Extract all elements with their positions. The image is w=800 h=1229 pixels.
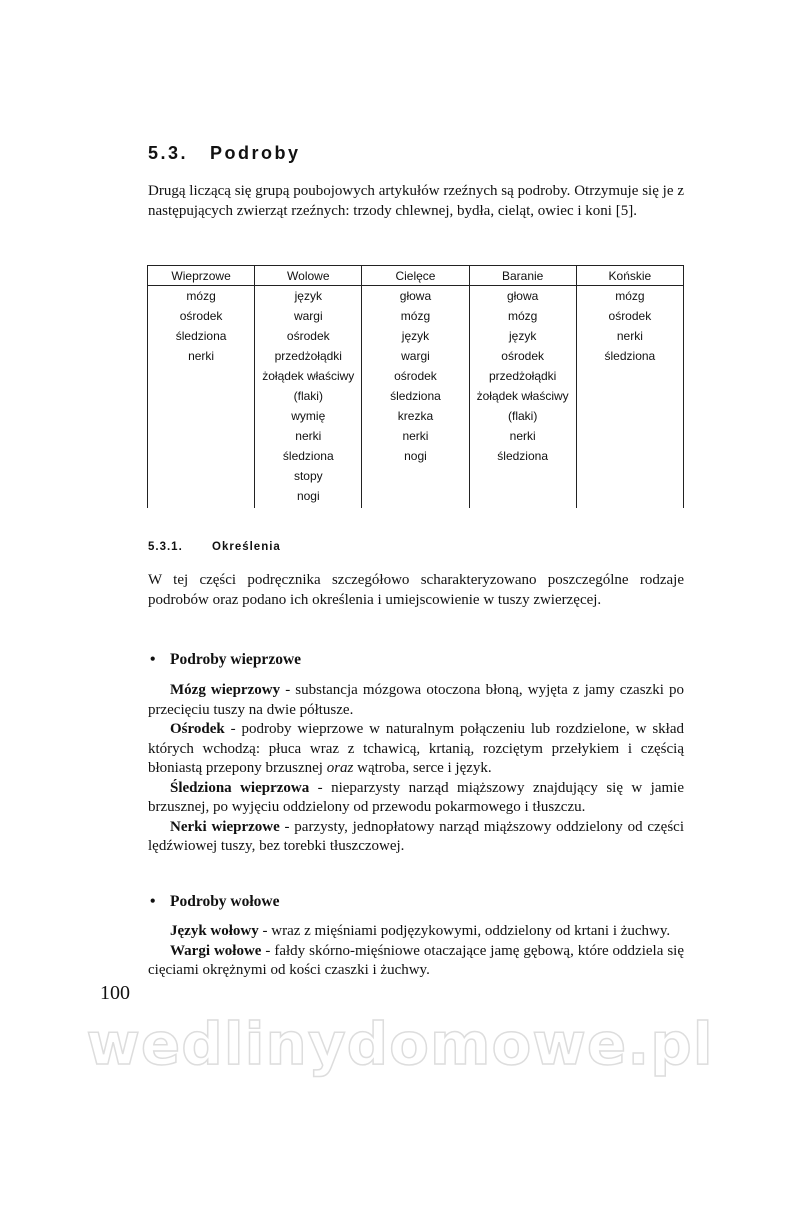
group-pork-entries bbox=[148, 681, 684, 857]
table-cell-item: nerki bbox=[616, 329, 643, 343]
definition-entry bbox=[148, 818, 684, 857]
definition-entry bbox=[148, 942, 684, 981]
table-cell-item: śledziona bbox=[175, 329, 227, 343]
table-cell bbox=[469, 286, 576, 509]
offal-table bbox=[147, 265, 684, 508]
definition-entry bbox=[148, 779, 684, 818]
table-cell-item: śledziona bbox=[390, 389, 441, 403]
table-cell-item: śledziona bbox=[604, 349, 656, 363]
table-cell-item: wargi bbox=[293, 309, 323, 323]
definition-text: - wraz z mięśniami podjęzykowymi, oddzielony od krtani i żuchwy. bbox=[258, 923, 671, 939]
table-cell-item: ośrodek bbox=[286, 329, 330, 343]
table-cell-item: głowa bbox=[399, 289, 432, 303]
table-cell-item: nerki bbox=[509, 429, 536, 443]
watermark: wedlinydomowe.pl bbox=[86, 1010, 714, 1078]
subsection-heading bbox=[148, 541, 281, 553]
table-cell-item: żołądek właściwy bbox=[476, 389, 569, 403]
table-cell-item: ośrodek bbox=[179, 309, 223, 323]
definition-term: Język wołowy bbox=[170, 923, 259, 939]
table-cell-item: nogi bbox=[296, 489, 320, 503]
section-title: Podroby bbox=[210, 143, 301, 163]
table-cell-item: wymię bbox=[291, 409, 326, 423]
column-header: Wolowe bbox=[255, 266, 362, 286]
table-cell-item: ośrodek bbox=[608, 309, 652, 323]
definition-text: wątroba, serce i język. bbox=[353, 760, 492, 776]
table-cell bbox=[362, 286, 469, 509]
definition-term: Mózg wieprzowy bbox=[170, 682, 281, 698]
table-cell-item: wargi bbox=[401, 349, 430, 363]
definition-italic: oraz bbox=[326, 760, 354, 776]
table-cell-item: stopy bbox=[293, 469, 323, 483]
definition-text: - substancja mózgowa otoczona błoną, wyjęta z jamy czaszki po przecięciu tuszy na dwie półtusze. bbox=[148, 682, 684, 718]
definition-entry bbox=[148, 922, 684, 942]
table-cell-item: (flaki) bbox=[293, 389, 323, 403]
table-cell bbox=[576, 286, 683, 509]
table-cell-item: śledziona bbox=[497, 449, 548, 463]
table-cell-item: nerki bbox=[402, 429, 429, 443]
table-cell-item: ośrodek bbox=[501, 349, 544, 363]
table-cell-item: śledziona bbox=[282, 449, 334, 463]
subsection-paragraph: W tej części podręcznika szczegółowo scharakteryzowano poszczególne rodzaje podrobów oraz podano ich określenia i umiejscowienie w tuszy zwierzęcej. bbox=[148, 572, 684, 608]
column-header: Końskie bbox=[576, 266, 683, 286]
subsection-number: 5.3.1. bbox=[148, 541, 183, 553]
table-cell-item: mózg bbox=[507, 309, 538, 323]
definition-term: Wargi wołowe bbox=[170, 942, 262, 959]
table-cell-item: język bbox=[508, 329, 537, 343]
table-cell-item: mózg bbox=[186, 289, 216, 303]
table-cell-item: przedżołądki bbox=[488, 369, 557, 383]
group-heading-beef bbox=[150, 893, 280, 911]
section-number: 5.3. bbox=[148, 143, 189, 163]
table-cell-item: nogi bbox=[404, 449, 427, 463]
table-header-row bbox=[148, 266, 684, 286]
definition-text: - parzysty, jednopłatowy narząd miąższowy oddzielony od części lędźwiowej tuszy, bez torebki tłuszczowej. bbox=[148, 818, 684, 854]
table-cell bbox=[255, 286, 362, 509]
group-title: Podroby wołowe bbox=[170, 893, 280, 910]
definition-text: - podroby wieprzowe w naturalnym połączeniu lub rozdzielone, w skład których wchodzą: płuca wraz z tchawicą, krtanią, rozciętym przełykiem i częścią błoniastą przepony brzusznej bbox=[148, 721, 684, 776]
table-cell-item: krezka bbox=[397, 409, 434, 423]
table-cell-item: mózg bbox=[400, 309, 431, 323]
page-number: 100 bbox=[100, 982, 130, 1004]
column-header: Wieprzowe bbox=[148, 266, 255, 286]
group-heading-pork bbox=[150, 651, 301, 669]
definition-term: Śledziona wieprzowa bbox=[170, 779, 310, 796]
group-beef-entries bbox=[148, 922, 684, 981]
diagonal-watermark bbox=[70, 520, 624, 1229]
subsection-title: Określenia bbox=[212, 541, 281, 553]
table-cell-item: ośrodek bbox=[394, 369, 437, 383]
table-cell-item: mózg bbox=[615, 289, 645, 303]
table-cell-item: (flaki) bbox=[507, 409, 538, 423]
bullet-icon: • bbox=[150, 893, 156, 910]
table-cell-item: nerki bbox=[295, 429, 322, 443]
definition-entry bbox=[148, 681, 684, 720]
definition-term: Ośrodek bbox=[170, 721, 225, 737]
column-header: Baranie bbox=[469, 266, 576, 286]
table-cell-item: żołądek właściwy bbox=[262, 369, 355, 383]
table-row bbox=[148, 286, 684, 509]
table-cell-item: głowa bbox=[506, 289, 539, 303]
bullet-icon: • bbox=[150, 651, 156, 668]
table-cell-item: język bbox=[294, 289, 322, 303]
table-cell bbox=[148, 286, 255, 509]
definition-text: - nieparzysty narząd miąższowy znajdujący się w jamie brzusznej, po wyjęciu oddzielony od przewodu pokarmowego i tłuszczu. bbox=[148, 779, 684, 815]
column-header: Cielęce bbox=[362, 266, 469, 286]
table-cell-item: nerki bbox=[188, 349, 215, 363]
table-cell-item: przedżołądki bbox=[274, 349, 342, 363]
intro-paragraph: Drugą liczącą się grupą poubojowych artykułów rzeźnych są podroby. Otrzymuje się je z następujących zwierząt rzeźnych: trzody chlewnej, bydła, cieląt, owiec i koni [5]. bbox=[148, 183, 684, 219]
definition-text: - fałdy skórno-mięśniowe otaczające jamę gębową, które oddziela się cięciami okrężnymi od kości czaszki i żuchwy. bbox=[148, 942, 684, 978]
table-cell-item: język bbox=[401, 329, 430, 343]
definition-term: Nerki wieprzowe bbox=[170, 818, 280, 835]
definition-entry bbox=[148, 720, 684, 779]
section-heading bbox=[148, 143, 301, 164]
group-title: Podroby wieprzowe bbox=[170, 651, 302, 668]
